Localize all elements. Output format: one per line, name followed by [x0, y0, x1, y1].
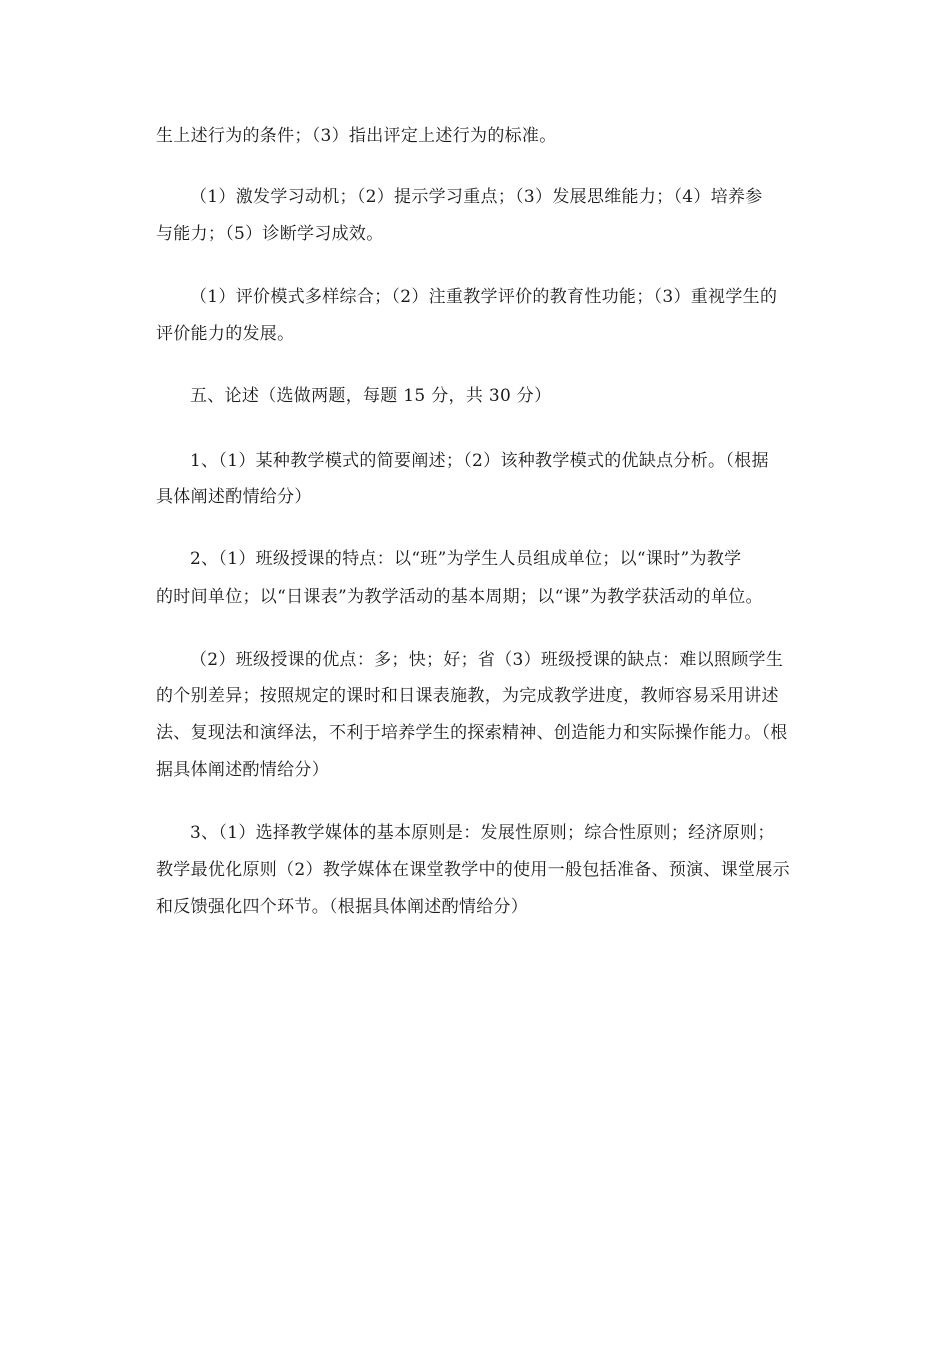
paragraph-line: 评价能力的发展。 [156, 324, 295, 344]
paragraph-line: （2）班级授课的优点：多；快；好；省（3）班级授课的缺点：难以照顾学生 [190, 650, 784, 670]
paragraph-line: 具体阐述酌情给分） [156, 487, 312, 507]
paragraph-line: 法、复现法和演绎法，不利于培养学生的探索精神、创造能力和实际操作能力。（根 [156, 723, 788, 743]
paragraph-line: 教学最优化原则（2）教学媒体在课堂教学中的使用一般包括准备、预演、课堂展示 [156, 860, 790, 880]
paragraph-line: （1）评价模式多样综合；（2）注重教学评价的教育性功能；（3）重视学生的 [190, 287, 778, 307]
paragraph-line: 1、（1）某种教学模式的简要阐述；（2）该种教学模式的优缺点分析。（根据 [190, 451, 769, 471]
paragraph-line: 据具体阐述酌情给分） [156, 760, 329, 780]
paragraph-line: 的时间单位；以“日课表”为教学活动的基本周期；以“课”为教学获活动的单位。 [156, 587, 763, 607]
paragraph-line: 与能力；（5）诊断学习成效。 [156, 224, 384, 244]
paragraph-line: 3、（1）选择教学媒体的基本原则是：发展性原则；综合性原则；经济原则； [190, 823, 775, 843]
paragraph-line: （1）激发学习动机；（2）提示学习重点；（3）发展思维能力；（4）培养参 [190, 187, 763, 207]
section-heading: 五、论述（选做两题，每题 15 分，共 30 分） [190, 386, 552, 406]
paragraph-line: 的个别差异；按照规定的课时和日课表施教，为完成教学进度，教师容易采用讲述 [156, 686, 779, 706]
paragraph-line: 2、（1）班级授课的特点：以“班”为学生人员组成单位；以“课时”为教学 [190, 549, 742, 569]
paragraph-line: 和反馈强化四个环节。（根据具体阐述酌情给分） [156, 897, 529, 917]
paragraph-line: 生上述行为的条件；（3）指出评定上述行为的标准。 [156, 126, 557, 146]
